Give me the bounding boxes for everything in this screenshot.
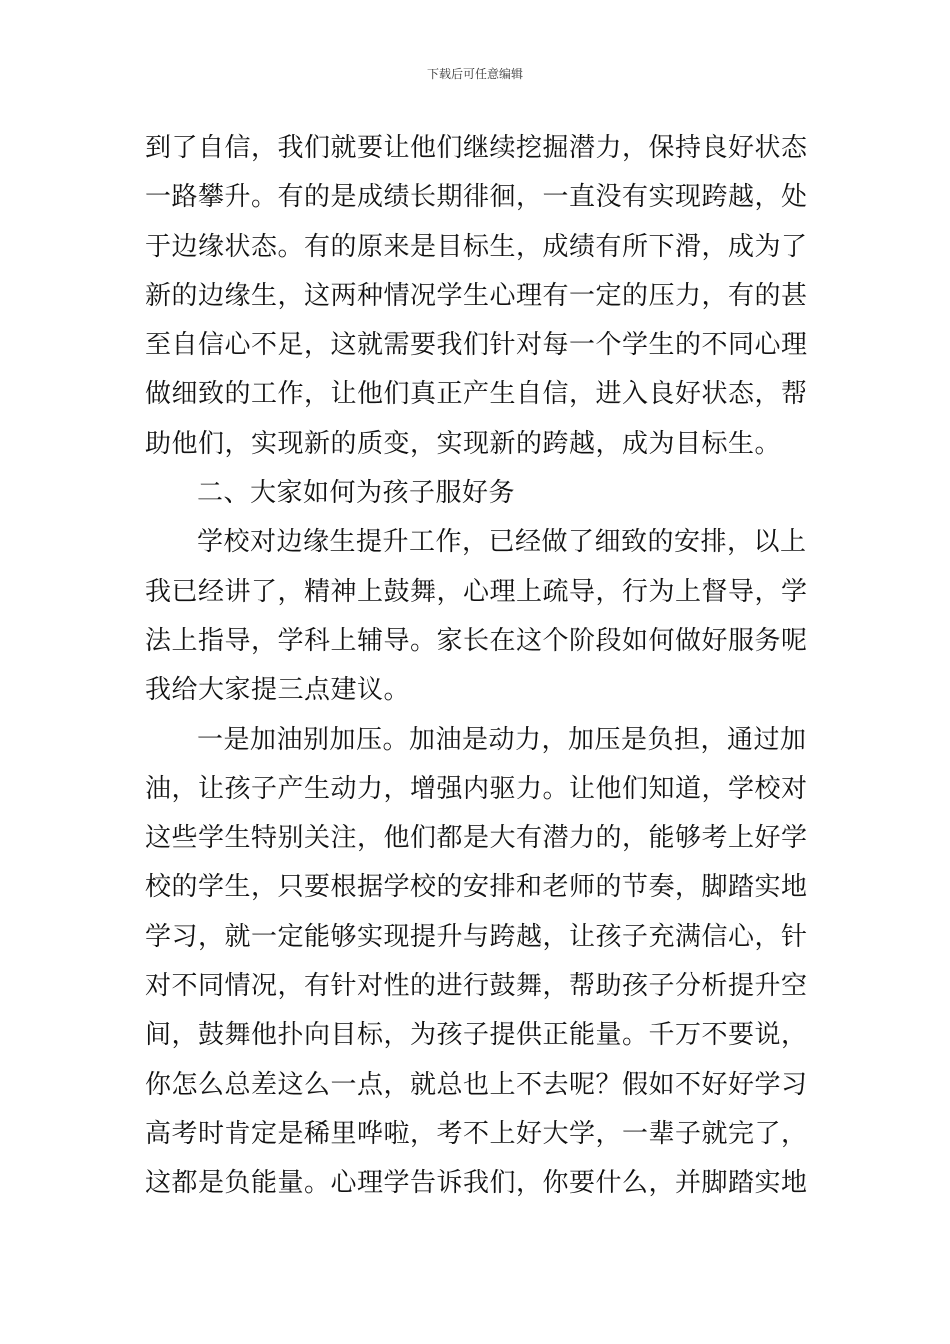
text-line: 助他们，实现新的质变，实现新的跨越，成为目标生。: [145, 428, 782, 459]
text-line: 法上指导，学科上辅导。家长在这个阶段如何做好服务呢: [145, 625, 808, 656]
text-line: 高考时肯定是稀里哗啦，考不上好大学，一辈子就完了，: [145, 1118, 808, 1149]
text-line: 学校对边缘生提升工作，已经做了细致的安排，以上: [197, 527, 807, 558]
text-line: 至自信心不足，这就需要我们针对每一个学生的不同心理: [145, 330, 808, 361]
page-header-note: 下载后可任意编辑: [426, 67, 523, 81]
text-line: 我已经讲了，精神上鼓舞，心理上疏导，行为上督导，学: [145, 576, 808, 607]
text-line: 你怎么总差这么一点，就总也上不去呢？假如不好好学习: [145, 1069, 808, 1100]
text-line: 间，鼓舞他扑向目标，为孩子提供正能量。千万不要说，: [145, 1020, 808, 1051]
text-line: 对不同情况，有针对性的进行鼓舞，帮助孩子分析提升空: [145, 971, 808, 1002]
text-line: 新的边缘生，这两种情况学生心理有一定的压力，有的甚: [145, 280, 808, 311]
text-line: 学习，就一定能够实现提升与跨越，让孩子充满信心，针: [145, 921, 808, 952]
text-line: 一路攀升。有的是成绩长期徘徊，一直没有实现跨越，处: [145, 182, 808, 213]
document-body: [145, 124, 811, 1209]
section-heading: 二、大家如何为孩子服好务: [197, 478, 516, 509]
text-line: 这些学生特别关注，他们都是大有潜力的，能够考上好学: [145, 823, 808, 854]
text-line: 校的学生，只要根据学校的安排和老师的节奏，脚踏实地: [145, 872, 808, 903]
text-line: 于边缘状态。有的原来是目标生，成绩有所下滑，成为了: [145, 231, 808, 262]
text-line: 我给大家提三点建议。: [145, 675, 411, 706]
text-line: 做细致的工作，让他们真正产生自信，进入良好状态，帮: [145, 379, 808, 410]
text-line: 到了自信，我们就要让他们继续挖掘潜力，保持良好状态: [145, 133, 808, 163]
text-line: 油，让孩子产生动力，增强内驱力。让他们知道，学校对: [145, 773, 808, 804]
text-line: 这都是负能量。心理学告诉我们，你要什么，并脚踏实地: [145, 1168, 808, 1199]
text-line: 一是加油别加压。加油是动力，加压是负担，通过加: [197, 724, 807, 755]
